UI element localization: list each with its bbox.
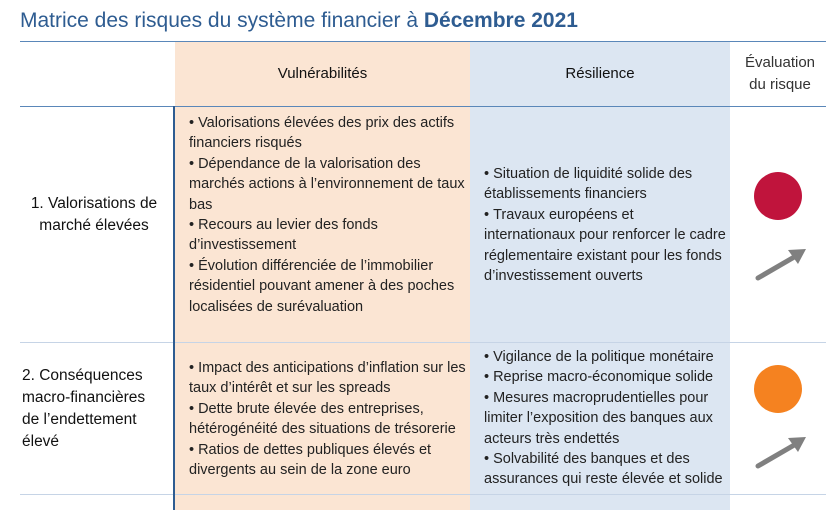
row-1-resilience <box>484 164 728 286</box>
row-2-vulnerabilities <box>189 358 469 480</box>
header-vulnerabilities: Vulnérabilités <box>277 65 368 82</box>
header-top-rule <box>20 41 826 42</box>
list-item: • Reprise macro-économique solide <box>484 369 714 386</box>
arrow-up-right-icon <box>754 244 810 284</box>
left-column-divider <box>173 106 175 510</box>
row-2-resilience <box>484 347 728 490</box>
risk-medium-indicator <box>754 365 802 413</box>
header-evaluation: Évaluation du risque <box>744 54 816 93</box>
arrow-up-right-icon <box>754 432 810 472</box>
row-1-label: 1. Valorisations de marché élevées <box>30 195 158 234</box>
list-item: • Recours au levier des fonds d’investissement <box>189 217 378 254</box>
list-item: • Situation de liquidité solide des établissements financiers <box>484 166 693 203</box>
title-date: Décembre 2021 <box>423 9 578 32</box>
list-item: • Solvabilité des banques et des assurances qui reste élevée et solide <box>484 451 723 488</box>
list-item: • Valorisations élevées des prix des actifs financiers risqués <box>189 115 455 152</box>
list-item: • Impact des anticipations d’inflation sur les taux d’intérêt et sur les spreads <box>189 360 466 397</box>
list-item: • Travaux européens et internationaux pour renforcer le cadre réglementaire existant pour les fonds d’investissement ouverts <box>484 206 726 285</box>
list-item: • Évolution différenciée de l’immobilier résidentiel pouvant amener à des poches localisées de surévaluation <box>189 257 455 315</box>
title-prefix: Matrice des risques du système financier à <box>20 9 424 32</box>
row-divider <box>20 342 826 343</box>
row-divider-bottom <box>20 494 826 495</box>
list-item: • Mesures macroprudentielles pour limiter l’exposition des banques aux acteurs très endettés <box>484 389 713 447</box>
list-item: • Dépendance de la valorisation des marchés actions à l’environnement de taux bas <box>189 155 465 213</box>
list-item: • Vigilance de la politique monétaire <box>484 349 714 365</box>
list-item: • Ratios de dettes publiques élevés et divergents au sein de la zone euro <box>189 441 432 479</box>
page-title <box>20 6 830 36</box>
list-item: • Dette brute élevée des entreprises, hétérogénéité des situations de trésorerie <box>189 400 456 438</box>
row-1-vulnerabilities <box>189 113 469 317</box>
risk-high-indicator <box>754 172 802 220</box>
row-2-label: 2. Conséquences macro-financières de l’endettement élevé <box>22 367 146 450</box>
header-bottom-rule <box>20 106 826 107</box>
header-resilience: Résilience <box>565 65 635 82</box>
